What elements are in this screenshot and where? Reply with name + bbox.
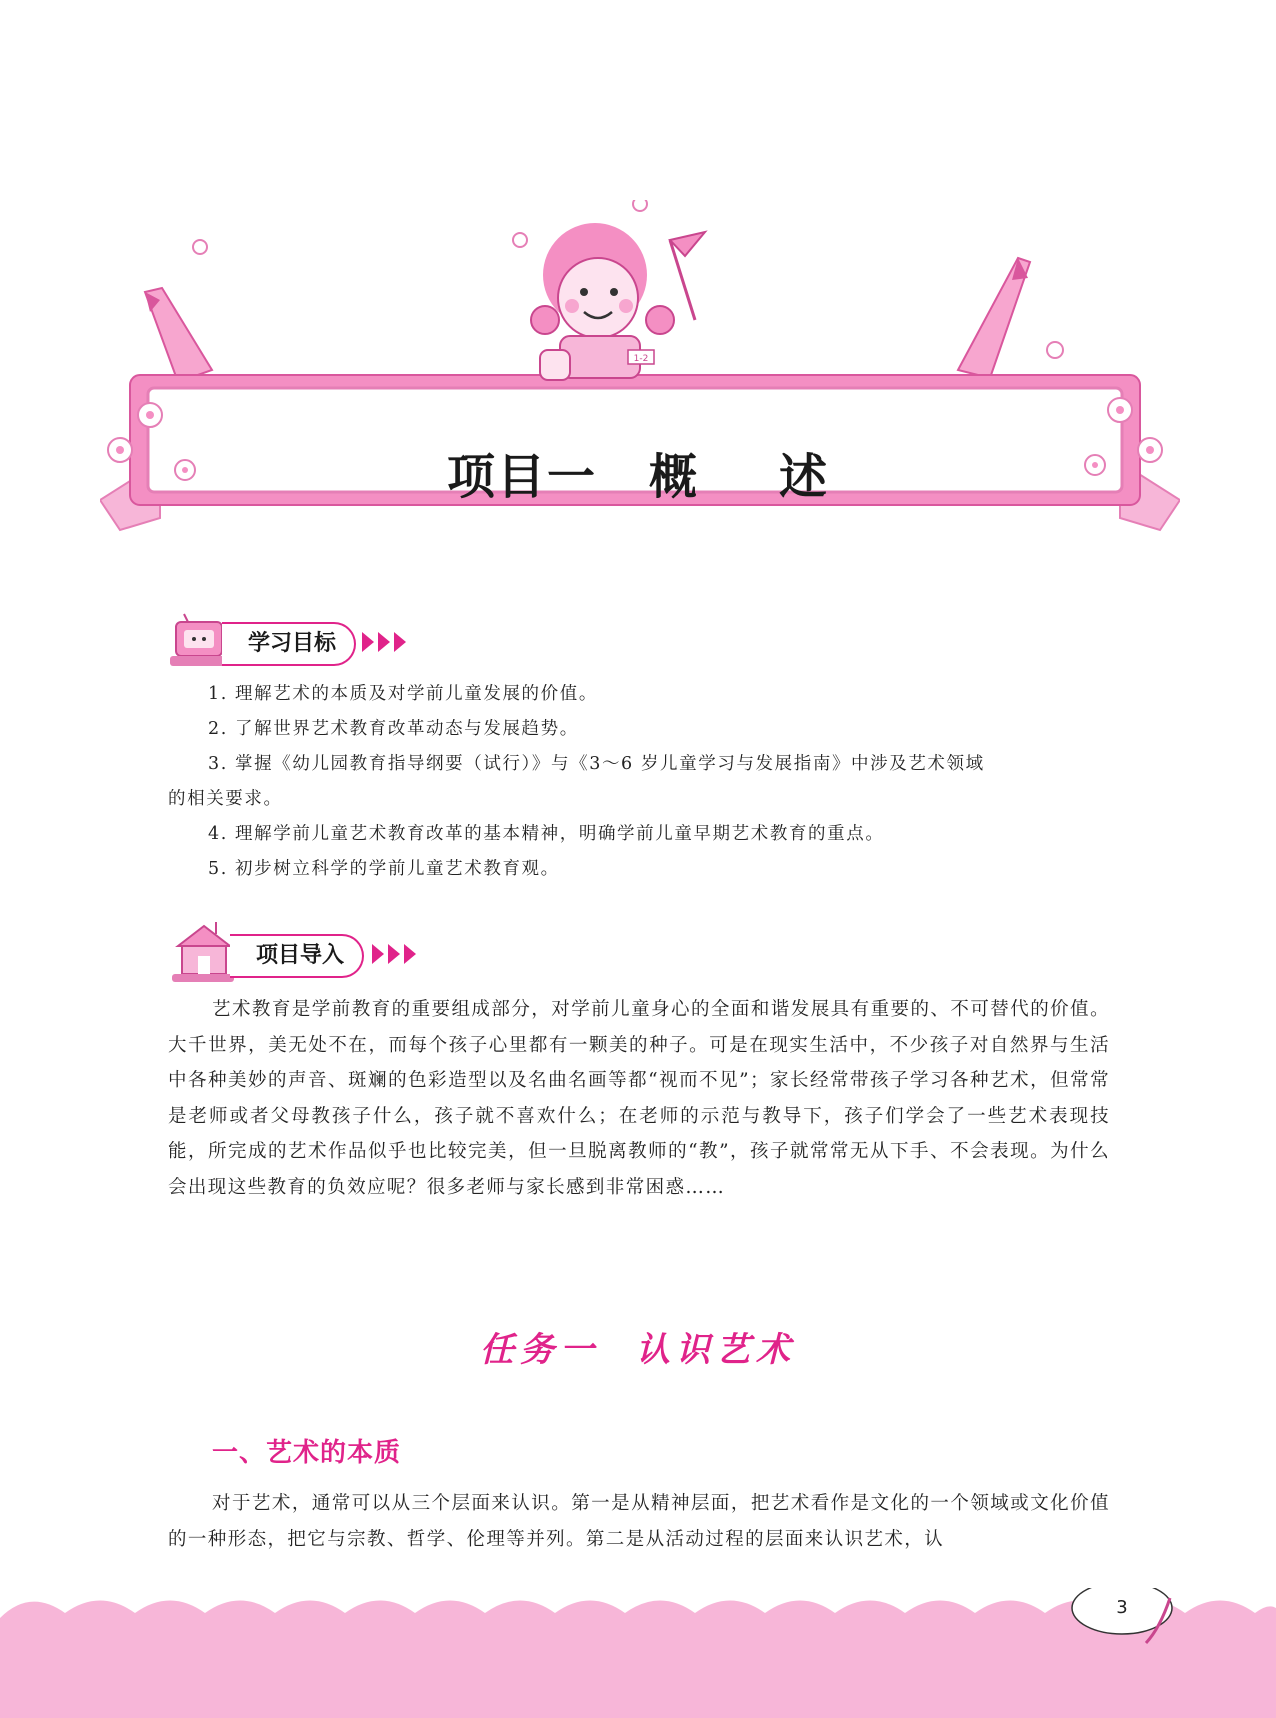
triple-arrow-icon [372, 940, 422, 968]
girl-mascot-icon [531, 223, 705, 380]
list-item: 1. 理解艺术的本质及对学前儿童发展的价值。 [208, 684, 598, 704]
triple-arrow-icon [362, 628, 412, 656]
project-intro-heading: 项目导入 [230, 934, 364, 978]
list-item: 3. 掌握《幼儿园教育指导纲要（试行）》与《3～6 岁儿童学习与发展指南》中涉及艺术领域 [208, 754, 985, 774]
task-title-part2: 认识艺术 [636, 1330, 796, 1370]
pencil-left-icon [145, 288, 212, 382]
pencil-right-icon [958, 258, 1030, 378]
task-title-part1: 任务一 [480, 1330, 600, 1370]
list-item: 5. 初步树立科学的学前儿童艺术教育观。 [208, 859, 560, 879]
chapter-title [0, 438, 1276, 507]
chapter-title-part1: 项目一 [446, 449, 597, 505]
learning-goals-list [168, 677, 1108, 887]
learning-goals-badge [170, 608, 430, 672]
page-number: 3 [1116, 1597, 1128, 1618]
learning-goals-heading: 学习目标 [222, 622, 356, 666]
task-title [0, 1322, 1276, 1371]
chapter-title-part3: 述 [779, 449, 830, 505]
list-item: 的相关要求。 [168, 789, 283, 809]
badge-number: 1-2 [633, 354, 649, 364]
footer-wave-decoration [0, 1588, 1276, 1718]
project-intro-paragraph: 艺术教育是学前教育的重要组成部分，对学前儿童身心的全面和谐发展具有重要的、不可替代的价值。大千世界，美无处不在，而每个孩子心里都有一颗美的种子。可是在现实生活中，不少孩子对自然界与生活中各种美妙的声音、斑斓的色彩造型以及名曲名画等都“视而不见”；家长经常带孩子学习各种艺术，但常常是老师或者父母教孩子什么，孩子就不喜欢什么；在老师的示范与教导下，孩子们学会了一些艺术表现技能，所完成的艺术作品似乎也比较完美，但一旦脱离教师的“教”，孩子就常常无从下手、不会表现。为什么会出现这些教育的负效应呢？很多老师与家长感到非常困惑…… [168, 999, 1110, 1198]
chapter-title-part2: 概 [648, 449, 699, 505]
section-heading: 一、艺术的本质 [212, 1438, 402, 1468]
project-intro-badge [170, 920, 430, 984]
section-paragraph: 对于艺术，通常可以从三个层面来认识。第一是从精神层面，把艺术看作是文化的一个领域或文化价值的一种形态，把它与宗教、哲学、伦理等并列。第二是从活动过程的层面来认识艺术，认 [168, 1493, 1110, 1550]
list-item: 2. 了解世界艺术教育改革动态与发展趋势。 [208, 719, 579, 739]
list-item: 4. 理解学前儿童艺术教育改革的基本精神，明确学前儿童早期艺术教育的重点。 [208, 824, 885, 844]
